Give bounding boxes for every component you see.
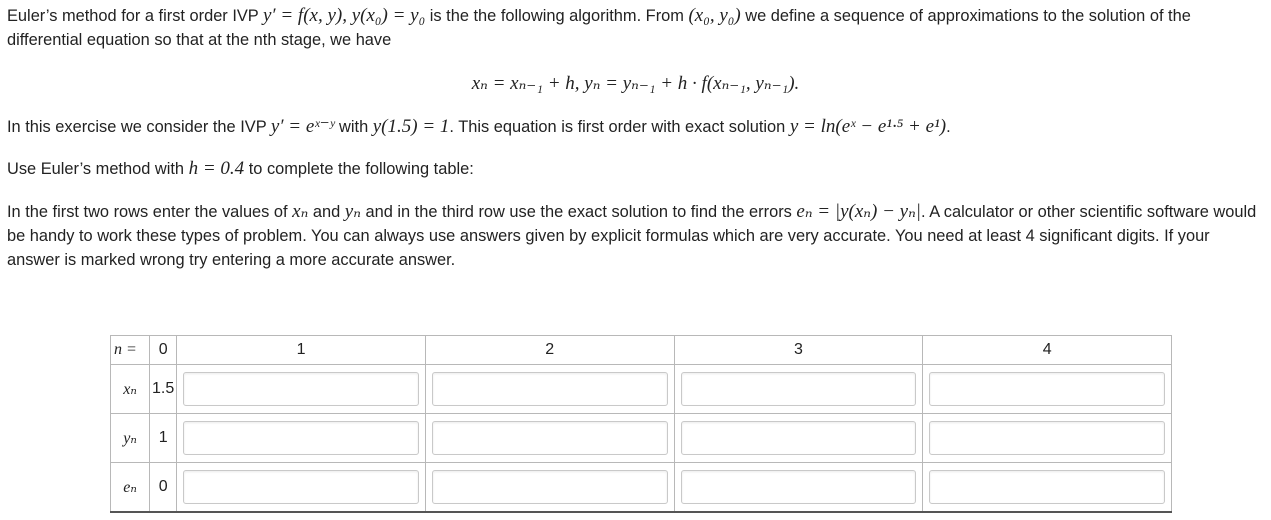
instructions-text: . A calculator or other scientific software would be handy to work these types of problem. You can always use answers given by explicit formulas which are very accurate. You need at least 4 significant digits. If your answer is marked wrong try entering a more accurate answer. xyxy=(7,203,1257,269)
ivp-definition-math: y′ = f(x, y), y(x₀) = y₀ xyxy=(263,5,426,26)
instructions-text: In the first two rows enter the values of xyxy=(7,203,293,221)
en-2-input[interactable] xyxy=(432,470,668,504)
en-row xyxy=(111,463,1172,513)
ivp-text: with xyxy=(334,118,373,136)
initial-condition-math: y(1.5) = 1 xyxy=(372,116,450,137)
intro-text: is the the following algorithm. From xyxy=(425,7,689,25)
yn-initial-value: 1 xyxy=(150,414,177,463)
euler-table xyxy=(110,335,1172,513)
xn-cell-4 xyxy=(923,365,1172,414)
xn-row-label: xₙ xyxy=(111,365,150,414)
task-text: to complete the following table: xyxy=(244,160,474,178)
instructions-paragraph xyxy=(7,200,1265,272)
header-row xyxy=(111,336,1172,365)
instructions-text: and in the third row use the exact solution to find the errors xyxy=(360,203,797,221)
column-header-1: 1 xyxy=(177,336,426,365)
xn-4-input[interactable] xyxy=(929,372,1165,406)
n-header-label: n = xyxy=(111,336,150,365)
yn-1-input[interactable] xyxy=(183,421,419,455)
exact-solution-math: y = ln(eˣ − e¹·⁵ + e¹) xyxy=(789,116,947,137)
en-initial-value: 0 xyxy=(150,463,177,513)
xn-3-input[interactable] xyxy=(681,372,917,406)
ivp-text: . xyxy=(946,118,951,136)
column-header-0: 0 xyxy=(150,336,177,365)
ode-math: y′ = eˣ⁻ʸ xyxy=(270,116,335,137)
task-text: Use Euler’s method with xyxy=(7,160,189,178)
en-cell-1 xyxy=(177,463,426,513)
yn-row xyxy=(111,414,1172,463)
xn-cell-2 xyxy=(425,365,674,414)
yn-2-input[interactable] xyxy=(432,421,668,455)
en-4-input[interactable] xyxy=(929,470,1165,504)
yn-math: yₙ xyxy=(344,201,361,222)
yn-cell-3 xyxy=(674,414,923,463)
column-header-4: 4 xyxy=(923,336,1172,365)
yn-3-input[interactable] xyxy=(681,421,917,455)
en-cell-4 xyxy=(923,463,1172,513)
ivp-text: . This equation is first order with exact solution xyxy=(449,118,790,136)
en-3-input[interactable] xyxy=(681,470,917,504)
euler-formula: xₙ = xₙ₋₁ + h, yₙ = yₙ₋₁ + h · f(xₙ₋₁, yₙ₋₁). xyxy=(471,73,800,94)
yn-cell-4 xyxy=(923,414,1172,463)
xn-math: xₙ xyxy=(292,201,309,222)
ivp-text: In this exercise we consider the IVP xyxy=(7,118,271,136)
step-size-math: h = 0.4 xyxy=(188,158,245,179)
xn-cell-3 xyxy=(674,365,923,414)
intro-text: Euler’s method for a first order IVP xyxy=(7,7,263,25)
xn-2-input[interactable] xyxy=(432,372,668,406)
xn-cell-1 xyxy=(177,365,426,414)
yn-cell-1 xyxy=(177,414,426,463)
column-header-3: 3 xyxy=(674,336,923,365)
xn-1-input[interactable] xyxy=(183,372,419,406)
yn-row-label: yₙ xyxy=(111,414,150,463)
error-definition-math: eₙ = |y(xₙ) − yₙ| xyxy=(796,201,921,222)
yn-cell-2 xyxy=(425,414,674,463)
xn-initial-value: 1.5 xyxy=(150,365,177,414)
ivp-paragraph xyxy=(7,115,1265,139)
intro-paragraph xyxy=(7,4,1265,52)
en-row-label: eₙ xyxy=(111,463,150,513)
yn-4-input[interactable] xyxy=(929,421,1165,455)
column-header-2: 2 xyxy=(425,336,674,365)
intro-text: we define a sequence of approximations to the solution of the differential equation so that at the nth stage, we have xyxy=(7,7,1191,49)
instructions-text: and xyxy=(308,203,345,221)
en-cell-3 xyxy=(674,463,923,513)
en-cell-2 xyxy=(425,463,674,513)
xn-row xyxy=(111,365,1172,414)
task-paragraph xyxy=(7,157,1265,181)
en-1-input[interactable] xyxy=(183,470,419,504)
start-point-math: (x₀, y₀) xyxy=(688,5,741,26)
